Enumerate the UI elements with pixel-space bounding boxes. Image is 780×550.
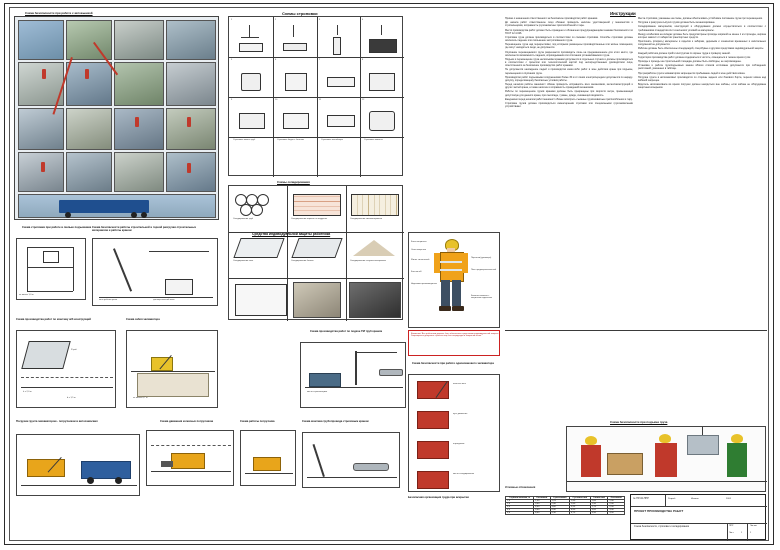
table-cell: 3,00 [590,509,608,512]
boom-line [113,248,132,291]
photo-cell [18,20,64,60]
storage-label: Складирование блоков [291,260,314,262]
worker-figure [187,117,191,127]
instruction-item: Строповка груза должна производиться в соответствии со схемами строповки. Способы строповки должны исключать падение или скольжение застропованного груза. [505,35,633,43]
panel-title-montage: Схема производства работ по монтажу ж/б конструкций [16,318,91,321]
storage-label: Складирование кирпича на поддонах [291,218,328,220]
storage-label: Складирование пиломатериалов [350,218,383,220]
panel-excavator-safety [408,374,500,492]
allowed-distance-table [505,496,625,515]
ground-line [21,485,137,486]
table-cell: 1,50 [590,503,608,506]
table-header-cell: Глинистый [590,497,608,500]
worker-figure [42,69,46,79]
instruction-item: Каждый работник должен пройти инструктаж по охране труда и проверку знаний. [638,51,731,55]
instructions-column-1 [505,17,633,109]
instruction-item: Работы по перемещению грузов кранами должны быть прекращены при скорости ветра, превышающей допустимую для данного крана, при снегопаде, тумане, дожде, снижающих видимость. [505,90,633,97]
photo-truck [18,194,216,218]
worker-figure [655,443,677,477]
sling-label: Строповка пакета труб [233,139,256,141]
load-box [607,453,643,475]
instruction-item: Перед началом работы машинист обязан проверить исправность всех механизмов, металлоконструкций и других частей крана, а также наличие и исправность ограждений механизмов. [505,83,633,90]
ppe-item: Костюм х/б [411,271,422,273]
annotation: граница опасной зоны [153,299,175,301]
ground-line [151,471,231,472]
ppe-item: Каска защитная [411,241,427,243]
container-photo [349,282,401,318]
instruction-item: Места строповки, указанные на схеме, должны обеспечивать устойчивое положение груза при перемещении. [638,17,763,20]
divider [505,330,767,331]
table-cell: 3,0 [506,506,534,509]
table-cell: 5,30 [550,512,569,515]
annotation: место стропальщика [307,391,328,393]
table-header-cell: Суглинистый [569,497,590,500]
panel-title-razgruzka: Схема безопасности работы строительной и горной разгрузки строительных материалов и работы краном [92,226,196,232]
load-shape [369,39,397,53]
table-cell: 4,00 [569,509,590,512]
sling-label: Строповка бадьи с бетоном [277,139,304,141]
stamp-role: Разраб. [668,498,676,500]
ppe-item: Пояс предохранительный [471,269,496,271]
truck-body [59,200,149,213]
panel-title-loader-move: Схема движения колесных погрузчиков [160,420,214,423]
sling-no: 12 [362,99,365,101]
worker-figure [727,443,747,477]
ground-line [245,473,293,474]
table-cell: 4,0 [506,509,534,512]
lumber-stack [351,194,399,216]
table-header-cell: Лессовый [608,497,625,500]
site-plan [235,284,287,316]
bin-shape [285,73,307,91]
photo-cell [66,108,112,150]
instruction-item: Не допускается нахождение людей и производство каких-либо работ в зоне действия крана при подъеме, перемещении и опускании груза. [505,68,633,75]
panel-title-instructions: Инструкции [610,11,636,16]
boot-right [452,306,464,311]
table-row [506,512,625,515]
ground-line [27,291,73,292]
table-header-cell: Глубина выемки, м [506,497,534,500]
truck-shape [309,373,341,387]
worker-figure [187,163,191,173]
ppe-warning-text: Внимание! Все работники должны быть обеспечены средствами индивидуальной защиты. Запрещается допускать к работе лиц без спецодежды и защитной каски. [411,333,499,338]
worker-figure [41,162,45,172]
photo-cell [114,108,164,150]
annotation: путь движения [453,413,468,415]
crane-jib [355,352,397,353]
instruction-item: До начала работ ответственное лицо обязано проверить наличие удостоверений у машинистов и стропальщиков, исправность грузозахватных приспособлений и тары. [505,21,633,28]
helmet-icon [731,434,743,443]
sleeve-left [434,253,440,273]
excavator-loader [27,459,65,477]
sleeve-right [462,253,468,273]
instruction-item: Опускание перемещаемого груза разрешается производить лишь на предназначенное для этого место, где исключается возможность падения, опрокидывания или сползания устанавливаемого груза. [505,50,633,57]
trousers-left [441,280,450,306]
sling-no: 8 [362,59,364,61]
photo-cell [114,62,164,106]
instruction-item: Место производства работ должно быть ограждено и обозначено предупреждающими знаками безопасности по ГОСТ 12.4.026. [505,28,633,35]
photo-cell [166,108,216,150]
panel-loader-work [240,430,296,486]
panel-lifting [566,426,766,492]
sling-no: 7 [319,59,321,61]
photo-cell [18,152,64,192]
stamp-sheets-label: Листов [750,525,757,527]
annotation: не менее 1,0 м [19,294,34,296]
panel-lyulka [16,238,86,300]
panel-title-excavator-safety: Схема безопасности при работе одноковшового экскаватора [412,362,494,365]
pipe-circle [251,204,263,216]
table-cell: 1,00 [569,500,590,503]
ground-line [21,387,113,388]
photo-cell [166,20,216,60]
table-cell: 2,00 [608,503,625,506]
table-cell: 3,60 [550,506,569,509]
bulk-pile [353,240,395,256]
table-cell: 1,25 [550,500,569,503]
brick-stack [293,194,341,216]
panel-storage [228,185,403,320]
panel-title-vskrytie: Безопасная организация труда при вскрытии [408,496,469,499]
panel-pipeline [302,432,400,488]
table-cell: 4,75 [569,512,590,515]
table-cell: 1,50 [534,500,550,503]
annotation: зона работы крана [99,299,118,301]
sling-no: 5 [231,59,233,61]
table-cell: 1,75 [590,506,608,509]
ground-line [307,477,397,478]
crane-boom [312,444,324,477]
sling-no: 3 [319,19,321,21]
pipe-load [353,463,389,471]
table-cell: 2,00 [569,503,590,506]
sling-no: 11 [319,99,322,101]
panel-loading-truck [16,434,140,496]
storage-label: Складирование плит [233,260,254,262]
boot-left [439,306,451,311]
annotation: R раб. [71,349,78,351]
instruction-item: Перемещение груза над перекрытиями, под которыми размещены производственные или жилые помещения, где могут находиться люди, не допускается. [505,43,633,50]
photo-cell [66,152,112,192]
building-photo [293,282,341,318]
panel-title-storage: Схемы складирования [277,180,310,184]
container-shape [369,73,395,91]
ppe-item: Очки защитные [411,249,427,251]
annotation: h = 2,0 м [23,391,32,393]
block-shape [239,113,265,129]
instruction-item: Прислонять (опирать) материалы и изделия к заборам, деревьям и элементам временных и капитальных сооружений не допускается. [638,40,766,47]
ground-line [99,297,213,298]
table-cell: 4,00 [534,506,550,509]
panel-title-loading-truck: Погрузка грунта экскаватором - погрузчиком в автосамосвал [16,420,98,423]
table-cell: 1,00 [608,500,625,503]
storage-label: Складирование труб [233,218,254,220]
panel-title-zaboy: Схема забоя экскаватора [126,318,160,321]
instruction-item: Ежедневно перед началом работ машинист обязан осмотреть съемные грузозахватные приспособления и тару. [505,97,633,101]
worker-figure [135,117,139,127]
pipe-load [379,369,403,376]
slung-load [687,435,719,455]
stamp-project: ПРОЕКТ ПРОИЗВОДСТВА РАБОТ [634,509,684,513]
instruction-item: При разработке грунта экскаватором запрещается пребывание людей в зоне действия ковша. [638,71,746,75]
truck-wheel [131,212,137,218]
load-shape [283,43,307,51]
truck-wheel [65,212,71,218]
sling-no: 1 [231,19,233,21]
instruction-item: Установка и работа грузоподъемных машин вблизи откосов котлована допускается при соблюдении расстояний, указанных в таблице. [638,64,766,71]
load-shape [239,43,263,52]
photo-cell [66,20,112,60]
instruction-item: Погрузка и разгрузка сыпучих грузов должна быть механизирована. [638,21,716,25]
trousers-right [452,280,461,306]
table-header-cell: Песчаный [534,497,550,500]
excavator-red [417,471,449,489]
loader-body [253,457,281,471]
panel-loader-move [146,430,234,486]
panel-slinging [228,16,403,176]
photo-cell [166,152,216,192]
load-shape [333,37,341,55]
instruction-item: Территория производства работ должна содержаться в чистоте, освещаться в темное время суток. [638,55,751,59]
photo-cell [166,62,216,106]
sling-label: Строповка контейнера [321,139,343,141]
stamp-title-line: Схема безопасности, строповки и складирования [634,525,690,528]
stamp-sheet-label: Лист [729,532,734,534]
photo-cell [114,20,164,60]
helmet-icon [659,434,671,443]
panel-title-ppe: Средства индивидуальной защиты работника [252,232,331,236]
instruction-item: Рабочие должны быть обеспечены спецодеждой, спецобувью и другими средствами индивидуальной защиты. [638,47,764,51]
panel-montage [16,330,116,408]
crane-mast [355,351,357,385]
panel-pipes [300,342,406,408]
table-cell: 2,40 [550,503,569,506]
annotation: опасная зона [453,383,466,385]
annotation: не менее 0,7 м [133,397,148,399]
title-block [630,494,766,540]
cradle-box [43,251,59,263]
stamp-sheets-value: 1 [750,532,752,534]
ppe-item: Перчатки (рукавицы) [471,257,492,259]
table-cell: 2,50 [608,506,625,509]
loader-body [171,453,205,469]
instruction-item: Подъем и перемещение груза несколькими кранами допускается в отдельных случаях и должны производиться в соответствии с проектом или технологической картой под непосредственным руководством лица, ответственного за безопасное производство работ кранами. [505,57,633,68]
instruction-item: Строповка грузов должна производиться инвентарными стропами или специальными грузозахватными устройствами. [505,102,633,109]
instruction-item: Между штабелями на складах должны быть предусмотрены проходы шириной не менее 1 м и проезды, ширина которых зависит от габаритов транспортных средств. [638,32,766,39]
trench-shape [137,373,209,397]
panel-title-loader-work: Схема работы погрузчика [240,420,275,423]
instruction-item: Производство работ подъемными сооружениями ближе 30 м от линии электропередачи допускается по наряду-допуску, определяющему безопасные условия работы. [505,75,633,82]
photo-cell [18,108,64,150]
excavator-red [417,411,449,429]
truck-wheel [141,212,147,218]
photo-cell [66,62,112,106]
panel-ppe [408,232,500,328]
table-header-cell: Супесчаный [550,497,569,500]
panel-title-pipeline: Схема монтажа трубопровода стреловым краном [302,420,369,423]
reflective-stripe [440,269,462,271]
hopper-shape [21,341,71,369]
table-cell: 2,0 [506,503,534,506]
panel-autovyshka [14,16,219,220]
table-cell: 3,50 [608,512,625,515]
ppe-item: Ботинки кожаные с защитным подноском [471,295,492,300]
panel-title-slinging: Схемы строповки [282,11,318,16]
bucket-shape [241,73,261,91]
ppe-item: Жилет сигнальный [411,259,430,261]
sling-no: 6 [275,59,277,61]
sling-label: Строповка емкости [364,139,383,141]
photo-cell [114,152,164,192]
instruction-item: Проходы и проезды на строительной площадке должны быть свободны, не загромождены. [638,60,742,64]
worker-figure [85,69,89,79]
ground-line [131,371,215,372]
annotation: b = 1,5 м [67,397,76,399]
loader-bucket [161,461,173,467]
annotation: ограждение [453,443,465,445]
instructions-column-2 [638,17,766,91]
sling-no: 10 [275,99,278,101]
table-cell: 3,25 [569,506,590,509]
instruction-item: Складирование материалов, конструкций и оборудования должно осуществляться в соответствии с требованиями стандартов или технических условий на материалы. [638,25,766,32]
instruction-item: Погрузка грунта в автосамосвал производится со стороны заднего или бокового борта, перенос ковша над кабиной запрещен. [638,75,766,83]
table-cell: 1,00 [590,500,608,503]
panel-title-pipes: Схема производства работ по подаче ГМ труб краном [310,330,383,333]
ppe-warning-box [408,330,500,356]
load-shape [165,279,193,295]
ground-line [567,481,767,482]
worker-figure [581,445,601,477]
truck-wheel [115,477,122,484]
annotation: место складирования [453,473,474,475]
panel-title-autovyshka: Схема безопасности при работе с автовышкой [25,11,93,15]
storage-label: Складирование сыпучих материалов [350,260,386,262]
instruction-item: Водитель автосамосвала во время погрузки должен находиться вне кабины, если кабина не оборудована защитным козырьком. [638,83,766,90]
slab-stack [233,238,284,258]
stamp-name: Иванов [691,498,699,500]
panel-title-lyulka: Схема строповки при работе в люльке подъемника [22,226,92,229]
table-cell: 1,0 [506,500,534,503]
ppe-item: Наушники противошумные [411,283,437,285]
helmet-icon [585,436,597,445]
ground-line [305,387,403,388]
sling-no: 4 [362,19,364,21]
block-stack [291,238,342,258]
truck-wheel [87,477,94,484]
sling-no: 2 [275,19,277,21]
table-cell: 6,00 [534,512,550,515]
table-cell: 3,50 [590,512,608,515]
legend-heading: Условные обозначения [505,486,536,489]
panel-razgruzka [92,238,218,306]
panel-title-lifting: Схема безопасности при подъеме груза [610,420,668,424]
long-load-shape [327,77,355,87]
stamp-code: № ПР-02-ППР [633,497,649,500]
sling-no: 9 [231,99,233,101]
table-cell: 4,40 [550,509,569,512]
table-cell: 3,00 [608,509,625,512]
stamp-sheet-value: 1 [741,532,743,534]
pallet-shape [327,115,355,127]
table-cell: 3,00 [534,503,550,506]
table-cell: 5,0 [506,512,534,515]
panel-zaboy [126,330,218,408]
tank-shape [369,111,395,131]
table-cell: 5,00 [534,509,550,512]
reflective-stripe [440,261,462,263]
stamp-stage: ППР [729,525,734,527]
steel-shape [283,113,309,129]
vest-icon [440,252,464,282]
excavator-red [417,441,449,459]
stamp-date: 2024 [726,498,731,500]
instruction-item: Приказ о назначении ответственного за безопасное производство работ кранами. [505,17,598,20]
